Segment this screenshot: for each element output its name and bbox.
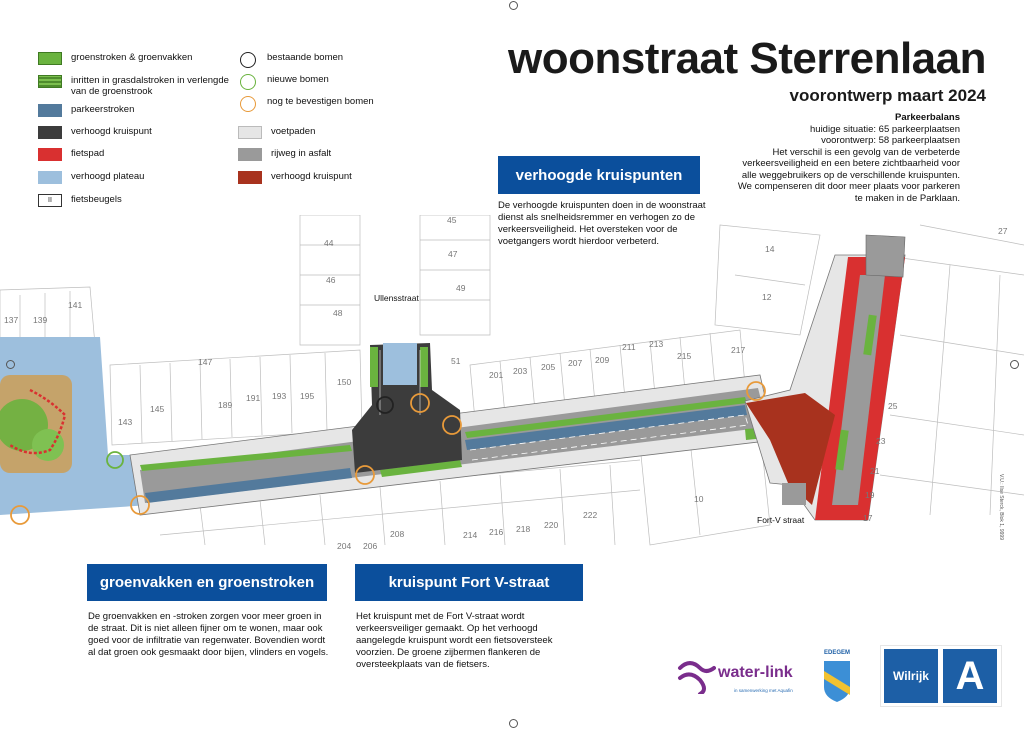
grass-paver-swatch — [38, 75, 62, 88]
house-number: 19 — [865, 490, 875, 500]
house-number: 147 — [198, 357, 213, 367]
plateau-swatch — [38, 171, 62, 184]
water-link-wordmark: water-link — [718, 664, 793, 681]
heading-groenvakken: groenvakken en groenstroken — [87, 564, 327, 601]
house-number: 204 — [337, 541, 352, 551]
house-number: 189 — [218, 400, 233, 410]
water-link-tagline: in samenwerking met Aquafin — [734, 688, 793, 693]
site-plan-map — [0, 215, 1024, 555]
edegem-logo — [818, 650, 856, 706]
registration-mark-icon — [509, 719, 518, 728]
house-number: 217 — [731, 345, 746, 355]
house-number: 10 — [694, 494, 704, 504]
house-number: 143 — [118, 417, 133, 427]
edegem-wordmark: EDEGEM — [823, 650, 850, 656]
house-number: 213 — [649, 339, 664, 349]
parking-heading: Parkeerbalans — [895, 112, 960, 123]
house-number: 14 — [765, 244, 775, 254]
house-number: 141 — [68, 300, 83, 310]
heading-verhoogde-kruispunten: verhoogde kruispunten — [498, 156, 700, 194]
parking-balance — [735, 112, 960, 204]
antwerpen-logo: A — [943, 649, 997, 703]
house-number: 48 — [333, 308, 343, 318]
legend-item-tbc-trees: nog te bevestigen bomen — [238, 96, 374, 112]
house-number: 137 — [4, 315, 19, 325]
house-number: 46 — [326, 275, 336, 285]
house-number: 222 — [583, 510, 598, 520]
legend-item-bike-path: fietspad — [38, 148, 104, 161]
fortv-raised-end — [866, 235, 905, 277]
house-number: 203 — [513, 366, 528, 376]
edegem-shield-icon — [822, 659, 852, 703]
house-number: 214 — [463, 530, 478, 540]
ullens-green-left — [370, 347, 378, 387]
legend-item-sidewalk: voetpaden — [238, 126, 315, 139]
registration-mark-icon — [509, 1, 518, 10]
house-number: 145 — [150, 404, 165, 414]
ullens-plateau — [383, 343, 417, 385]
legend-item-green: groenstroken & groenvakken — [38, 52, 192, 65]
house-number: 209 — [595, 355, 610, 365]
house-number: 150 — [337, 377, 352, 387]
legend-item-existing-trees: bestaande bomen — [238, 52, 343, 68]
wilrijk-logo: Wilrijk — [884, 649, 938, 703]
parking-design: voorontwerp: 58 parkeerplaatsen — [821, 135, 960, 146]
asphalt-swatch — [238, 148, 262, 161]
water-link-logo — [676, 656, 806, 702]
sidewalk-swatch — [238, 126, 262, 139]
existing-tree-icon — [240, 52, 256, 68]
new-tree-icon — [240, 74, 256, 90]
house-number: 139 — [33, 315, 48, 325]
house-number: 45 — [447, 215, 457, 225]
district-logo — [880, 645, 1002, 707]
house-number: 207 — [568, 358, 583, 368]
house-number: 51 — [451, 356, 461, 366]
house-number: 44 — [324, 238, 334, 248]
house-number: 201 — [489, 370, 504, 380]
house-number: 206 — [363, 541, 378, 551]
legend-item-asphalt: rijweg in asfalt — [238, 148, 331, 161]
registration-mark-icon — [6, 360, 15, 369]
house-number: 193 — [272, 391, 287, 401]
house-number: 191 — [246, 393, 261, 403]
parking-explanation: Het verschil is een gevolg van de verbeterde verkeersveiligheid en een betere zichtbaarheid voor alle weggebruikers op de verschillende kruispunten. We compenseren dit door meer plaats voor parkeren te maken in de Parklaan. — [737, 146, 960, 204]
street-label-fortv: Fort-V straat — [757, 515, 805, 525]
text-groenvakken: De groenvakken en -stroken zorgen voor meer groen in de straat. Dit is niet alleen fijner om te wonen, maar ook goed voor de infiltratie van regenwater. Bovendien wordt al dat groen ook gesmaakt door bijen, vlinders en vogels. — [88, 611, 329, 658]
ullens-green-right — [420, 347, 428, 387]
house-number: 208 — [390, 529, 405, 539]
heading-kruispunt-fortv: kruispunt Fort V-straat — [355, 564, 583, 601]
legend-item-grass-paver: inritten in grasdalstroken in verlengde van de groenstrook — [38, 75, 236, 97]
bike-rack-swatch: II — [38, 194, 62, 207]
house-number: 12 — [762, 292, 772, 302]
house-number: 216 — [489, 527, 504, 537]
house-number: 17 — [863, 513, 873, 523]
text-verhoogde-kruispunten: De verhoogde kruispunten doen in de woonstraat dienst als snelheidsremmer en verhogen zo de verkeersveiligheid. Het oversteken voor de voetgangers wordt hierdoor verbeterd. — [498, 200, 706, 247]
bike-path-swatch — [38, 148, 62, 161]
parking-swatch — [38, 104, 62, 117]
house-number: 195 — [300, 391, 315, 401]
legend-item-bike-rack: II fietsbeugels — [38, 194, 122, 207]
raised-crossing-dark-swatch — [38, 126, 62, 139]
green-swatch — [38, 52, 62, 65]
legend-item-parking: parkeerstroken — [38, 104, 134, 117]
house-number: 49 — [456, 283, 466, 293]
text-kruispunt-fortv: Het kruispunt met de Fort V-straat wordt verkeersveiliger gemaakt. Op het verhoogd aangelegde kruispunt wordt een fietsoversteek voorzien. De groene zijbermen flankeren de oversteekplaats van de fietsers. — [356, 611, 553, 670]
parking-current: huidige situatie: 65 parkeerplaatsen — [810, 123, 960, 135]
responsible-publisher-note: V.U.: Ilse Sterck, Blok 1, 9999 — [998, 474, 1004, 540]
house-number: 23 — [876, 436, 886, 446]
house-number: 220 — [544, 520, 559, 530]
legend-item-new-trees: nieuwe bomen — [238, 74, 329, 90]
house-number: 215 — [677, 351, 692, 361]
tbc-tree-icon — [240, 96, 256, 112]
page-title: woonstraat Sterrenlaan — [507, 34, 986, 83]
page-subtitle: voorontwerp maart 2024 — [789, 86, 986, 105]
house-number: 27 — [998, 226, 1008, 236]
registration-mark-icon — [1010, 360, 1019, 369]
house-number: 25 — [888, 401, 898, 411]
house-number: 205 — [541, 362, 556, 372]
water-link-symbol-icon — [676, 658, 716, 694]
legend-item-plateau: verhoogd plateau — [38, 171, 144, 184]
legend-item-raised-red: verhoogd kruispunt — [238, 171, 352, 184]
legend-item-raised-dark: verhoogd kruispunt — [38, 126, 152, 139]
fortv-raised-bottom — [782, 483, 806, 505]
house-number: 47 — [448, 249, 458, 259]
raised-crossing-red-swatch — [238, 171, 262, 184]
house-number: 218 — [516, 524, 531, 534]
street-label-ullens: Ullensstraat — [374, 293, 419, 303]
house-number: 21 — [870, 466, 880, 476]
house-number: 211 — [622, 342, 636, 352]
